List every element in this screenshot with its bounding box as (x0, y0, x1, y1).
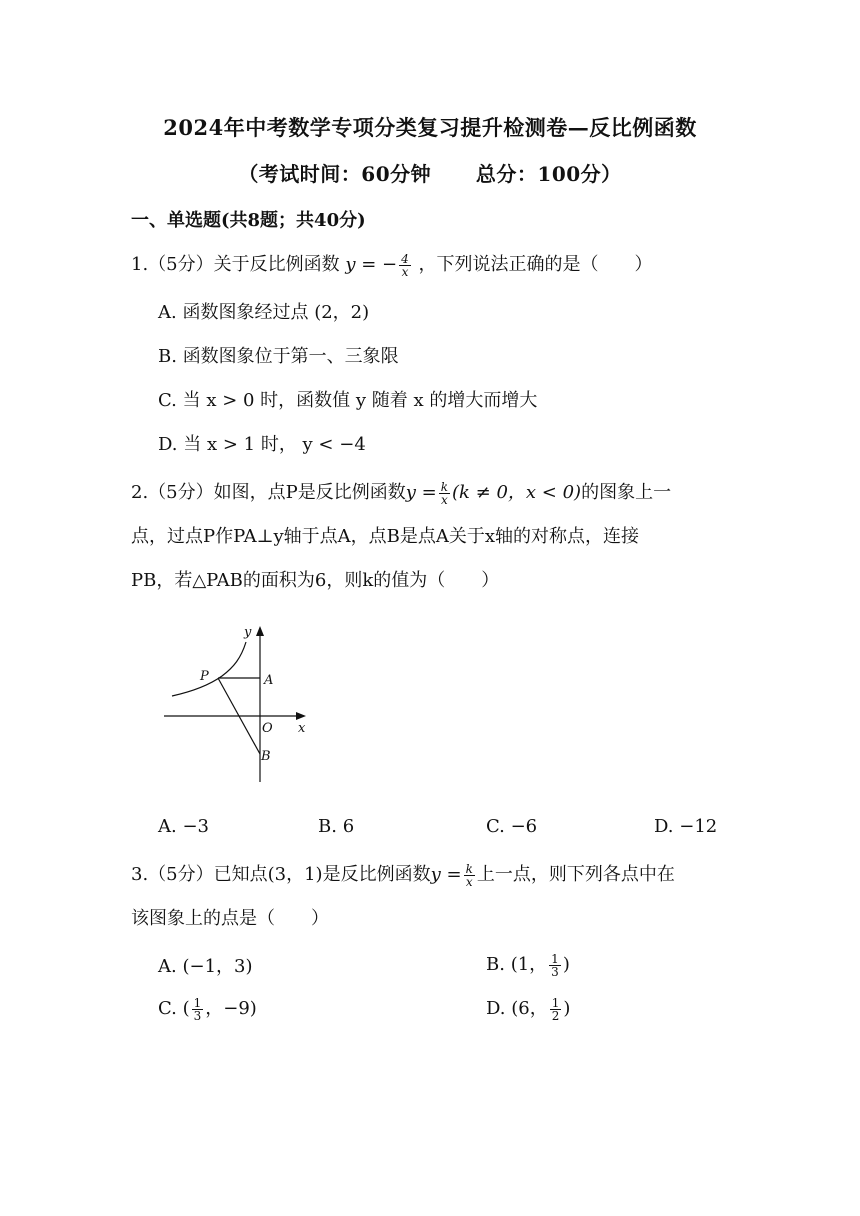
option-fraction (549, 953, 561, 978)
q1-option-c[interactable] (158, 386, 537, 412)
option-fraction (192, 997, 204, 1022)
page-title: 2024年中考数学专项分类复习提升检测卷—反比例函数 (163, 115, 697, 140)
option-text-post: ，−9) (205, 998, 257, 1019)
q3-option-b[interactable] (486, 950, 570, 978)
option-label: D. (158, 434, 178, 455)
option-text-post: ) (563, 998, 571, 1019)
q1-func-den: x (401, 264, 409, 279)
option-label: A. (158, 816, 177, 837)
question-2-stem-line-2: 点，过点P作PA⊥y轴于点A，点B是点A关于x轴的对称点，连接 (131, 526, 640, 547)
q3-prefix: 3.（5分）已知点(3，1)是反比例函数 (131, 864, 431, 885)
q1-option-a[interactable] (158, 298, 369, 324)
q3-suffix: 上一点，则下列各点中在 (476, 864, 675, 885)
option-fraction-num: 1 (551, 995, 560, 1010)
q1-option-d[interactable] (158, 430, 366, 456)
option-text: 6 (342, 816, 355, 837)
label-y: y (244, 625, 252, 640)
option-text-pre: ( (182, 998, 190, 1019)
q3-option-d[interactable] (486, 994, 570, 1022)
label-o: O (262, 721, 273, 736)
y-axis-arrow (256, 626, 264, 636)
option-label: C. (158, 390, 177, 411)
hyperbola-curve (172, 642, 246, 696)
q2-func-fraction (439, 481, 450, 506)
question-3-stem-line-2: 该图象上的点是（ ） (131, 908, 329, 929)
q2-option-d[interactable] (654, 816, 717, 837)
q3-option-a[interactable] (158, 952, 253, 978)
q2-func-condition: (k ≠ 0，x < 0) (452, 482, 582, 503)
option-label: B. (486, 954, 505, 975)
q2-prefix: 2.（5分）如图，点P是反比例函数 (131, 482, 406, 503)
q1-func-lhs: y = − (345, 254, 398, 275)
option-text: 当 x > 0 时，函数值 y 随着 x 的增大而增大 (182, 390, 538, 411)
label-b: B (261, 749, 271, 764)
option-label: B. (318, 816, 337, 837)
option-text: 当 x > 1 时， y < −4 (183, 434, 366, 455)
option-text: 函数图象位于第一、三象限 (182, 346, 399, 367)
option-text: (−1，3) (182, 956, 253, 977)
q2-func-den: x (440, 492, 448, 507)
option-label: C. (158, 998, 177, 1019)
option-text: −3 (182, 816, 210, 837)
q2-func-num: k (440, 479, 449, 494)
q2-option-c[interactable] (486, 816, 537, 837)
question-1-stem (131, 250, 653, 278)
option-fraction-den: 3 (193, 1008, 202, 1023)
option-text: −12 (679, 816, 718, 837)
q1-func-num: 4 (401, 251, 409, 266)
x-axis-arrow (296, 712, 306, 720)
exam-info: （考试时间：60分钟 总分：100分） (238, 162, 622, 186)
option-fraction-den: 3 (551, 964, 559, 979)
q3-func-lhs: y = (430, 864, 462, 885)
option-label: B. (158, 346, 177, 367)
q1-prefix: 1.（5分）关于反比例函数 (131, 254, 340, 275)
label-x: x (298, 721, 306, 736)
label-a: A (264, 673, 274, 688)
q1-func-fraction (399, 253, 411, 278)
question-3-stem-line-1 (131, 860, 675, 888)
option-text-pre: (1， (510, 954, 548, 975)
q2-option-a[interactable] (158, 816, 209, 837)
question-2-stem-line-1 (131, 478, 671, 506)
option-fraction-num: 1 (551, 951, 559, 966)
q2-figure (160, 620, 320, 790)
q2-option-b[interactable] (318, 816, 354, 837)
option-label: A. (158, 302, 177, 323)
q3-func-den: x (465, 874, 473, 889)
option-text: 函数图象经过点 (2，2) (182, 302, 370, 323)
q3-option-c[interactable] (158, 994, 257, 1022)
option-fraction (550, 997, 562, 1022)
option-text-pre: (6， (511, 998, 548, 1019)
option-fraction-den: 2 (551, 1008, 560, 1023)
q3-func-num: k (465, 861, 473, 876)
option-label: D. (654, 816, 674, 837)
q2-func-lhs: y = (405, 482, 437, 503)
q3-func-fraction (464, 863, 475, 888)
option-label: D. (486, 998, 506, 1019)
section-heading: 一、单选题(共8题；共40分) (131, 210, 366, 231)
q1-option-b[interactable] (158, 342, 399, 368)
label-p: P (200, 669, 209, 684)
option-label: A. (158, 956, 177, 977)
option-text-post: ) (562, 954, 570, 975)
question-2-stem-line-3: PB，若△PAB的面积为6，则k的值为（ ） (131, 570, 500, 591)
option-fraction-num: 1 (193, 995, 202, 1010)
q2-suffix: 的图象上一 (581, 482, 672, 503)
q1-suffix: ，下列说法正确的是（ ） (418, 254, 653, 275)
option-text: −6 (510, 816, 538, 837)
option-label: C. (486, 816, 505, 837)
